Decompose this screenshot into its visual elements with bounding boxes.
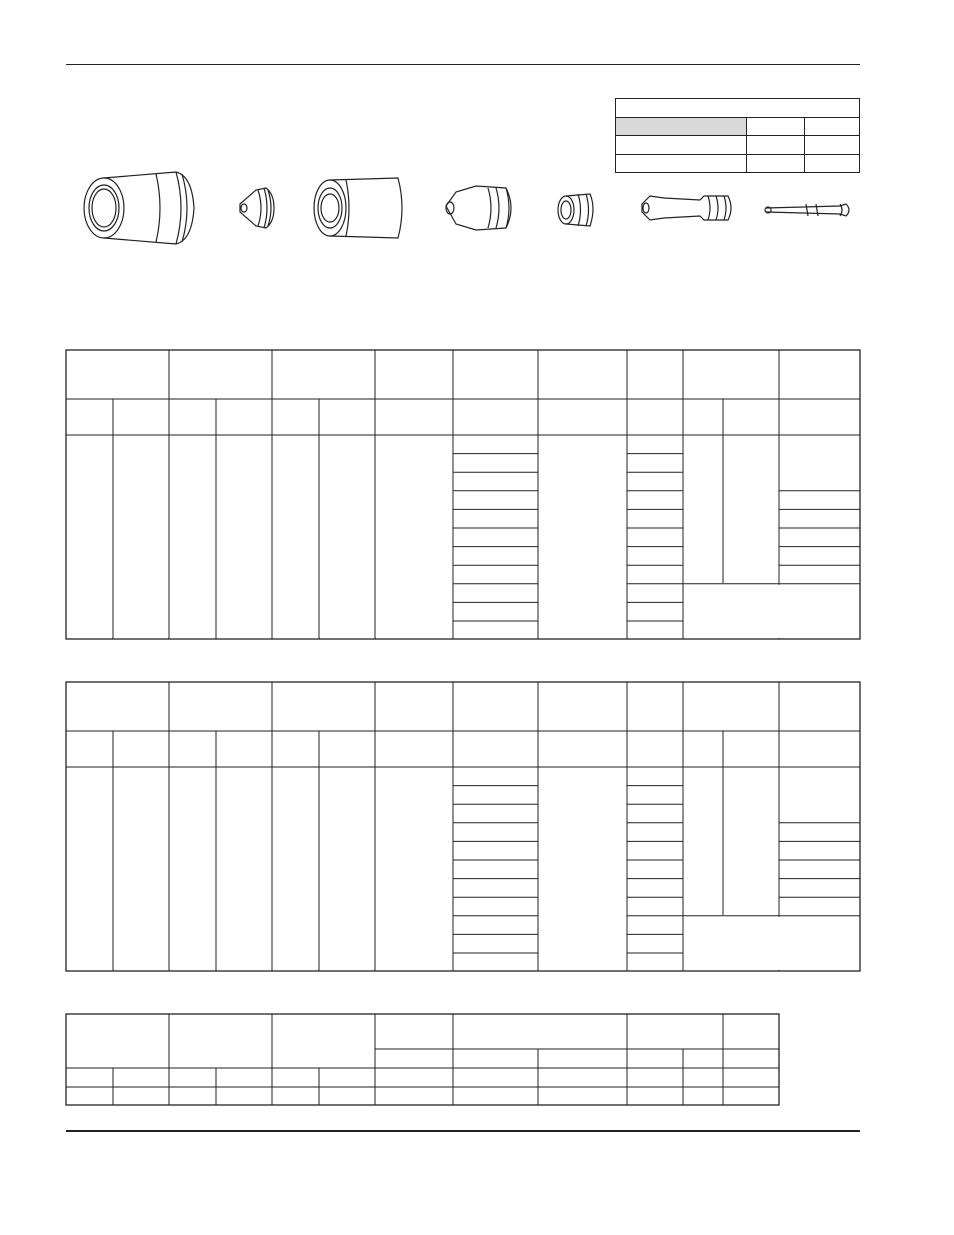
footer-rule (66, 1130, 860, 1132)
table-frame (66, 1014, 779, 1105)
